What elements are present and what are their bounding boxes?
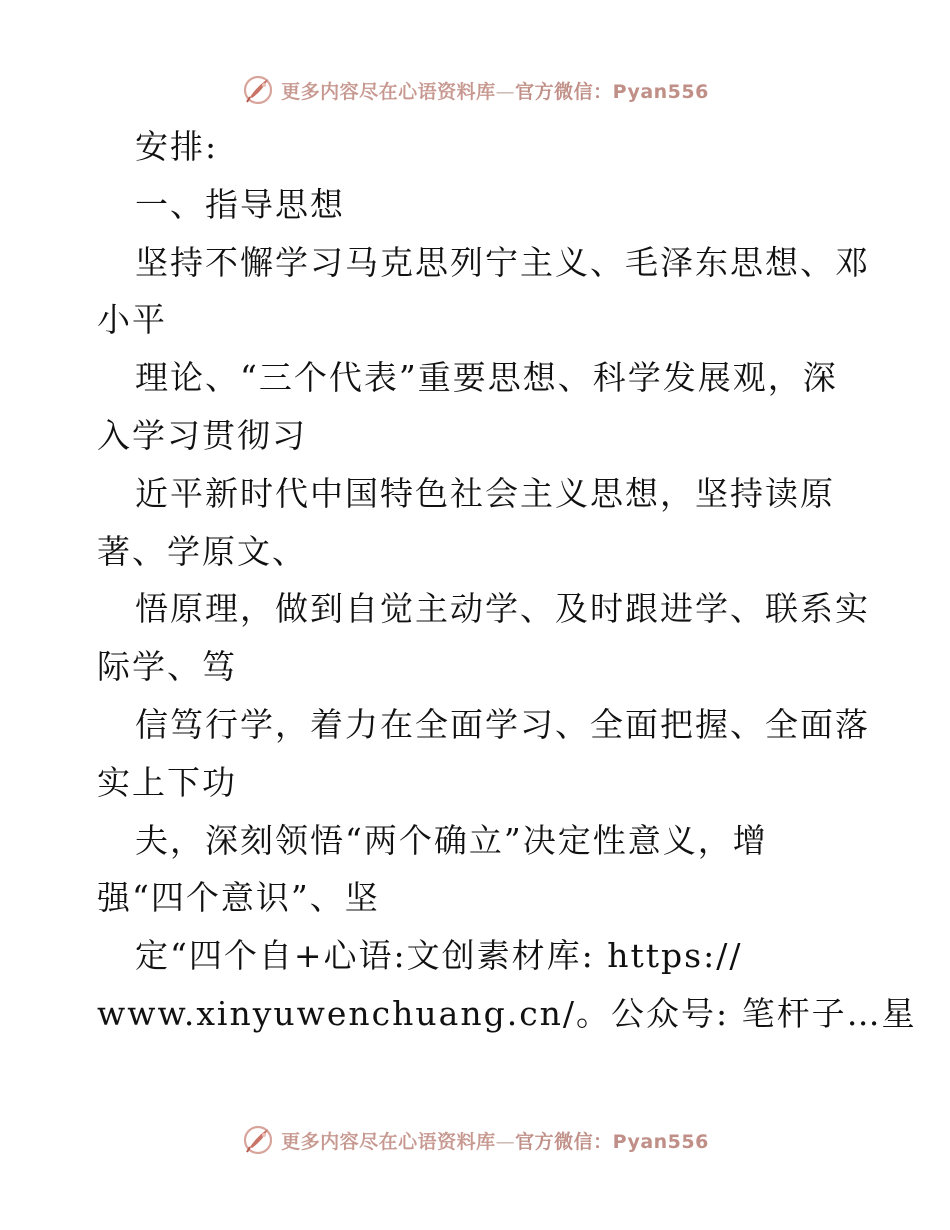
header-wechat-text: 官方微信：Pyan556 xyxy=(515,80,709,103)
doc-line: 强“四个意识”、坚 xyxy=(97,878,380,918)
doc-line: 近平新时代中国特色社会主义思想，坚持读原 xyxy=(135,473,835,513)
doc-line: 安排: xyxy=(135,127,219,166)
header-site-text: 更多内容尽在心语资料库 xyxy=(281,80,496,103)
doc-line: www.xinyuwenchuang.cn/。公众号: 笔杆子…星 xyxy=(97,993,917,1033)
quill-circle-icon xyxy=(241,1123,275,1157)
doc-line: 实上下功 xyxy=(97,762,237,802)
doc-line: 信笃行学，着力在全面学习、全面把握、全面落 xyxy=(135,704,870,744)
footer-site-text: 更多内容尽在心语资料库 xyxy=(281,1130,496,1153)
doc-line: 坚持不懈学习马克思列宁主义、毛泽东思想、邓 xyxy=(135,242,870,282)
doc-line: 夫，深刻领悟“两个确立”决定性意义，增 xyxy=(135,820,768,860)
doc-line: 理论、“三个代表”重要思想、科学发展观，深 xyxy=(135,358,838,398)
footer-banner-text xyxy=(281,1127,709,1154)
footer-separator: — xyxy=(495,1130,516,1153)
footer-banner xyxy=(0,1120,950,1160)
footer-banner-inner xyxy=(241,1123,709,1157)
doc-line: 入学习贯彻习 xyxy=(97,415,307,455)
header-banner-inner xyxy=(241,73,709,107)
doc-line: 小平 xyxy=(97,300,167,340)
document-body xyxy=(97,118,917,1043)
doc-line: 定“四个自+心语:文创素材库: https:// xyxy=(135,936,743,976)
header-separator: — xyxy=(495,80,516,103)
quill-circle-icon xyxy=(241,73,275,107)
header-banner xyxy=(0,70,950,110)
doc-line: 际学、笃 xyxy=(97,647,237,687)
section-heading: 一、指导思想 xyxy=(135,184,345,224)
header-banner-text xyxy=(281,77,709,104)
doc-line: 悟原理，做到自觉主动学、及时跟进学、联系实 xyxy=(135,589,870,629)
doc-line: 著、学原文、 xyxy=(97,531,307,571)
footer-wechat-text: 官方微信：Pyan556 xyxy=(515,1130,709,1153)
